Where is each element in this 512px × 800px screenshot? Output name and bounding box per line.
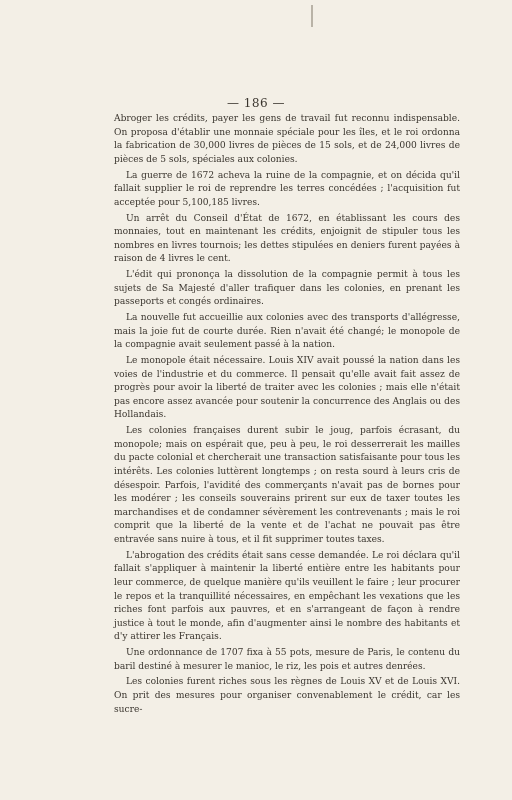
paragraph: Une ordonnance de 1707 fixa à 55 pots, mesure de Paris, le contenu du baril destiné à mesurer le manioc, le riz, les pois et autres denrées. bbox=[114, 648, 460, 672]
paragraph: Les colonies françaises durent subir le joug, parfois écrasant, du monopole; mais on espérait que, peu à peu, le roi desserrerait les mailles du pacte colonial et chercherait une transaction satisfaisante pour tous les intérêts. Les colonies luttèrent longtemps ; on resta sourd à leurs cris de désespoir. Parfois, l'avidité des commerçants n'avait pas de bornes pour les modérer ; les conseils souverains prirent sur eux de taxer toutes les marchandises et de condamner sévèrement les contrevenants ; mais le roi comprit que la liberté de la vente et de l'achat ne pouvait pas être entravée sans nuire à tous, et il fit supprimer toutes taxes. bbox=[114, 426, 460, 545]
margin-mark bbox=[311, 5, 313, 27]
paragraph: Les colonies furent riches sous les règnes de Louis XV et de Louis XVI. On prit des mesures pour organiser convenablement le crédit, car les sucre- bbox=[114, 677, 460, 715]
body-text bbox=[114, 113, 460, 719]
paragraph: Un arrêt du Conseil d'État de 1672, en établissant les cours des monnaies, tout en maintenant les crédits, enjoignit de stipuler tous les nombres en livres tournois; les dettes stipulées en deniers furent payées à raison de 4 livres le cent. bbox=[114, 213, 460, 265]
paragraph: L'édit qui prononça la dissolution de la compagnie permit à tous les sujets de Sa Majesté d'aller trafiquer dans les colonies, en prenant les passeports et congés ordinaires. bbox=[114, 270, 460, 308]
paragraph: Le monopole était nécessaire. Louis XIV avait poussé la nation dans les voies de l'industrie et du commerce. Il pensait qu'elle avait fait assez de progrès pour avoir la liberté de traiter avec les colonies ; mais elle n'était pas encore assez avancée pour soutenir la concurrence des Anglais ou des Hollandais. bbox=[114, 356, 460, 421]
paragraph: La nouvelle fut accueillie aux colonies avec des transports d'allégresse, mais la joie fut de courte durée. Rien n'avait été changé; le monopole de la compagnie avait seulement passé à la nation. bbox=[114, 313, 460, 351]
paragraph: Abroger les crédits, payer les gens de travail fut reconnu indispensable. On proposa d'établir une monnaie spéciale pour les îles, et le roi ordonna la fabrication de 30,000 livres de pièces de 15 sols, et de 24,000 livres de pièces de 5 sols, spéciales aux colonies. bbox=[114, 114, 460, 165]
paragraph: La guerre de 1672 acheva la ruine de la compagnie, et on décida qu'il fallait supplier le roi de reprendre les terres concédées ; l'acquisition fut acceptée pour 5,100,185 livres. bbox=[114, 170, 460, 208]
page-number: — 186 — bbox=[226, 96, 286, 110]
paragraph: L'abrogation des crédits était sans cesse demandée. Le roi déclara qu'il fallait s'appliquer à maintenir la liberté entière entre les habitants pour leur commerce, de quelque manière qu'ils veuillent le faire ; leur procurer le repos et la tranquillité nécessaires, en empêchant les vexations que les riches font parfois aux pauvres, et en s'arrangeant de façon à rendre justice à tout le monde, afin d'augmenter ainsi le nombre des habitants et d'y attirer les Français. bbox=[114, 550, 460, 643]
